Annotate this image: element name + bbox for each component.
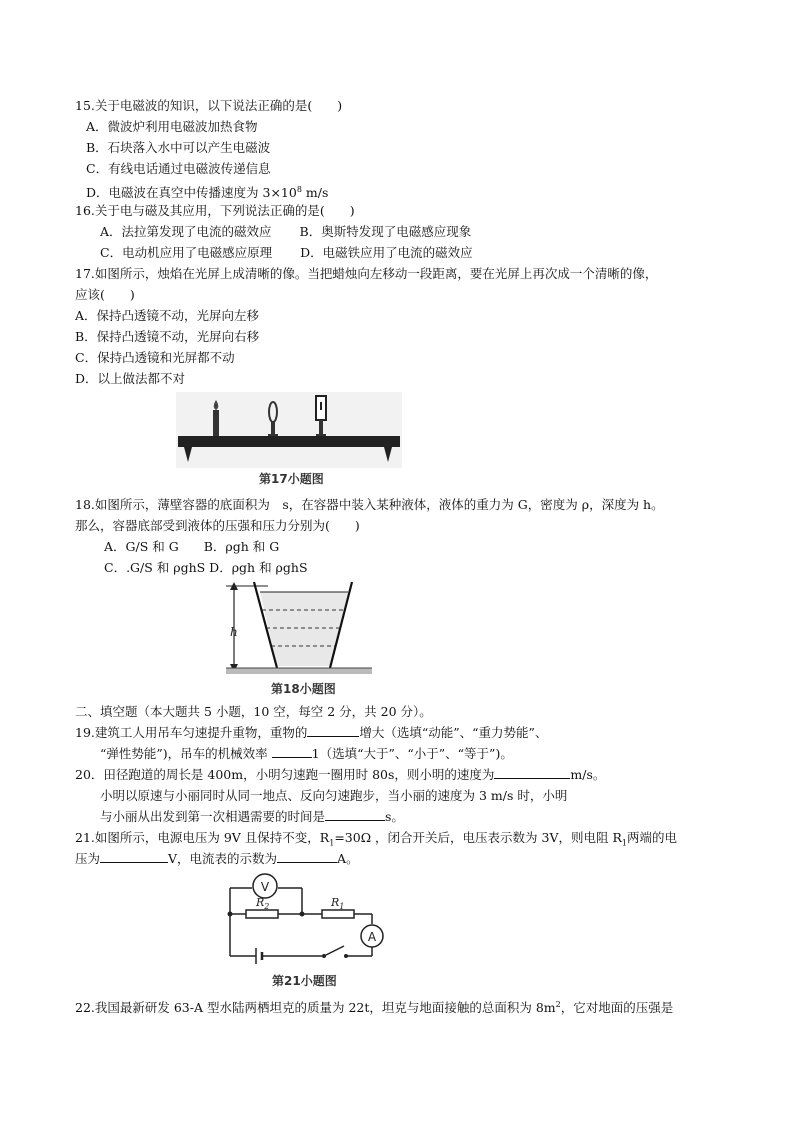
- q17-option-c: C．保持凸透镜和光屏都不动: [75, 350, 235, 365]
- q19-blank-1[interactable]: [307, 723, 359, 737]
- q16-options-row2: [100, 243, 473, 263]
- q16-option-d: D．电磁铁应用了电流的磁效应: [300, 245, 473, 260]
- q16-stem: 16.关于电与磁及其应用，下列说法正确的是( ): [75, 203, 355, 218]
- q18-options-row2: C．.G/S 和 ρghS D．ρgh 和 ρghS: [104, 560, 308, 575]
- q21-figure-caption: 第21小题图: [272, 974, 337, 988]
- q17-stem-line1: 17.如图所示，烛焰在光屏上成清晰的像。当把蜡烛向左移动一段距离，要在光屏上再次成一个清晰的像，: [75, 266, 658, 281]
- switch-icon: [324, 946, 344, 956]
- q19-blank-2[interactable]: [272, 744, 312, 758]
- q18-container-figure: [222, 578, 374, 676]
- q17-stem-line2: 应该( ): [75, 287, 135, 302]
- q17-option-b: B．保持凸透镜不动，光屏向右移: [75, 329, 260, 344]
- q15-option-a: A．微波炉利用电磁波加热食物: [86, 119, 258, 134]
- q16-option-b: B．奥斯特发现了电磁感应现象: [299, 224, 472, 239]
- q21-circuit-figure: [222, 868, 390, 968]
- q15-option-d: D．电磁波在真空中传播速度为 $3\times 10^8$ m/s: [86, 185, 329, 201]
- q17-figure-caption: 第17小题图: [259, 472, 324, 486]
- resistor-r1-icon: [322, 910, 354, 918]
- q20-line2: 小明以原速与小丽同时从同一地点、反向匀速跑步，当小丽的速度为 3 m/s 时，小明: [100, 788, 568, 803]
- q20-blank-2[interactable]: [325, 807, 385, 821]
- q20-blank-1[interactable]: [494, 765, 570, 779]
- q22-line1: 22.我国最新研发 63-A 型水陆两栖坦克的质量为 22t，坦克与地面接触的总面积为 $8m^2$，它对地面的压强是: [75, 1000, 674, 1016]
- q21-blank-1[interactable]: [100, 849, 168, 863]
- resistor-r2-icon: [246, 910, 278, 918]
- r2-label: $R_2$: [256, 896, 270, 911]
- q16-option-c: C．电动机应用了电磁感应原理: [100, 245, 273, 260]
- section-2-heading: 二、填空题（本大题共 5 小题，10 空，每空 2 分，共 20 分）。: [75, 704, 432, 719]
- q21-blank-2[interactable]: [277, 849, 337, 863]
- depth-h-label: h: [230, 625, 238, 639]
- q17-option-d: D．以上做法都不对: [75, 371, 186, 386]
- svg-text:A: A: [367, 930, 377, 944]
- q19-line1: 19.建筑工人用吊车匀速提升重物，重物的 增大（选填“动能”、“重力势能”、: [75, 725, 548, 740]
- q15-option-c: C．有线电话通过电磁波传递信息: [86, 161, 271, 176]
- q17-option-a: A．保持凸透镜不动，光屏向左移: [75, 308, 260, 323]
- q21-line1: 21.如图所示，电源电压为 9V 且保持不变，$R_1=30\Omega$ ，闭合开关后，电压表示数为 3V，则电阻 $R_1$两端的电: [75, 830, 677, 848]
- q18-stem-line2: 那么，容器底部受到液体的压强和压力分别为( ): [75, 518, 360, 533]
- q18-figure-caption: 第18小题图: [271, 682, 336, 696]
- q20-line3: 与小丽从出发到第一次相遇需要的时间是 s。: [100, 809, 404, 824]
- q16-options-row1: [100, 222, 471, 242]
- candle-icon: [213, 410, 219, 436]
- q21-line2: 压为 V，电流表的示数为 A。: [75, 851, 359, 866]
- q19-line2: “弹性势能”)，吊车的机械效率 1（选填“大于”、“小于”、“等于”)。: [100, 746, 513, 761]
- q16-option-a: A．法拉第发现了电流的磁效应: [100, 224, 272, 239]
- q15-stem: 15.关于电磁波的知识，以下说法正确的是( ): [75, 98, 343, 113]
- q17-optical-bench-figure: [176, 392, 402, 468]
- r1-label: $R_1$: [331, 896, 345, 911]
- bench-rail: [178, 436, 400, 447]
- q20-line1: 20．田径跑道的周长是 400m，小明匀速跑一圈用时 80s，则小明的速度为 m/s。: [75, 767, 606, 782]
- q18-options-row1: A．G/S 和 G B．ρgh 和 G: [104, 539, 280, 554]
- q18-stem-line1: 18.如图所示，薄壁容器的底面积为 s，在容器中装入某种液体，液体的重力为 G，密度为 ρ，深度为 h。: [75, 497, 664, 512]
- svg-text:V: V: [260, 880, 270, 894]
- q15-option-b: B．石块落入水中可以产生电磁波: [86, 140, 271, 155]
